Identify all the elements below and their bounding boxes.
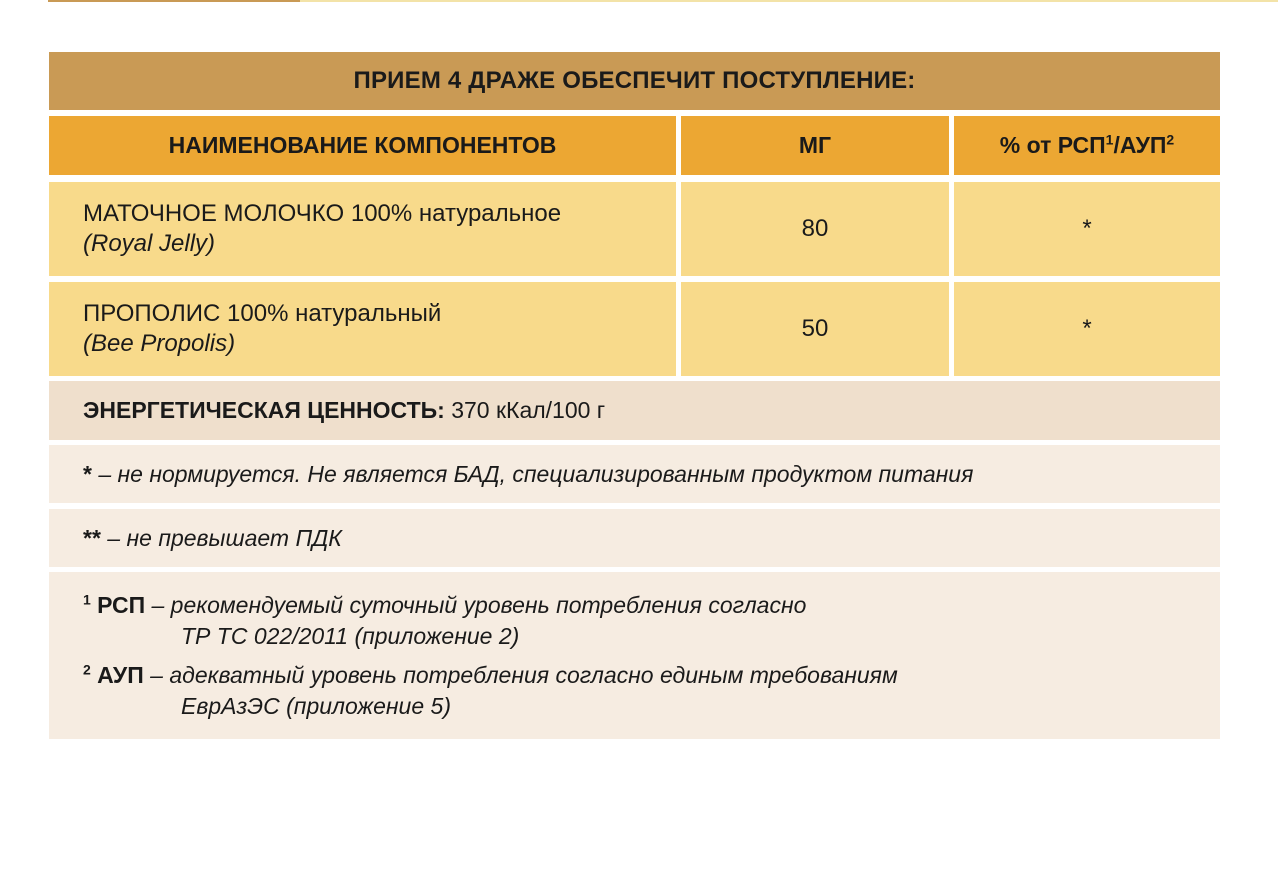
energy-label: ЭНЕРГЕТИЧЕСКАЯ ЦЕННОСТЬ: [83, 397, 445, 423]
component-percent: * [1082, 215, 1092, 242]
footnote-rsp: $^1$ РСП – рекомендуемый суточный уровень потребления согласно ТР ТС 022/2011 (приложение 2) [83, 590, 806, 652]
top-decor-line-light [300, 0, 1278, 2]
footnote-text-continued: ТР ТС 022/2011 (приложение 2) [181, 623, 520, 649]
footnote-text: – рекомендуемый суточный уровень потребления согласно [145, 592, 807, 618]
top-decor-bar [0, 0, 1278, 4]
component-percent-cell [954, 182, 1220, 276]
component-mg-cell [681, 182, 949, 276]
footnote-text: – адекватный уровень потребления согласно единым требованиям [143, 662, 898, 688]
footnote-text: – не превышает ПДК [100, 524, 342, 551]
top-decor-line-dark [48, 0, 300, 2]
table-title [49, 52, 1220, 110]
component-percent-cell [954, 282, 1220, 376]
table-header-row [49, 116, 1220, 175]
component-mg: 80 [801, 215, 829, 242]
component-mg-cell [681, 282, 949, 376]
footnote-text: – не нормируется. Не является БАД, специализированным продуктом питания [91, 460, 974, 487]
column-header-name: НАИМЕНОВАНИЕ КОМПОНЕНТОВ [49, 116, 676, 175]
footnote-aup: $^2$ АУП – адекватный уровень потребления согласно единым требованиям ЕврАзЭС (приложение 5) [83, 660, 898, 722]
column-header-percent: % от РСП$^1$/АУП$^2$ [954, 116, 1220, 175]
component-percent: * [1082, 315, 1092, 342]
component-latin-name: (Bee Propolis) [83, 330, 236, 357]
component-latin-name: (Royal Jelly) [83, 230, 216, 257]
component-name: ПРОПОЛИС 100% натуральный [83, 300, 442, 327]
footnote-mark: ** [83, 524, 101, 551]
component-name-cell [49, 182, 676, 276]
table-row [49, 182, 1220, 276]
footnote-text-continued: ЕврАзЭС (приложение 5) [181, 693, 451, 719]
footnote-single-asterisk [49, 445, 1220, 503]
energy-value-row [49, 381, 1220, 440]
energy-value: 370 кКал/100 г [444, 397, 606, 423]
footnote-term: РСП [90, 592, 146, 618]
component-name: МАТОЧНОЕ МОЛОЧКО 100% натуральное [83, 200, 562, 227]
footnote-double-asterisk [49, 509, 1220, 567]
footnote-term: АУП [90, 662, 144, 688]
component-name-cell [49, 282, 676, 376]
footnote-mark: * [83, 460, 92, 487]
table-title-text: ПРИЕМ 4 ДРАЖЕ ОБЕСПЕЧИТ ПОСТУПЛЕНИЕ: [353, 67, 916, 94]
column-header-mg: МГ [681, 116, 949, 175]
component-mg: 50 [801, 315, 829, 342]
footnote-definitions [49, 572, 1220, 739]
table-row [49, 282, 1220, 376]
